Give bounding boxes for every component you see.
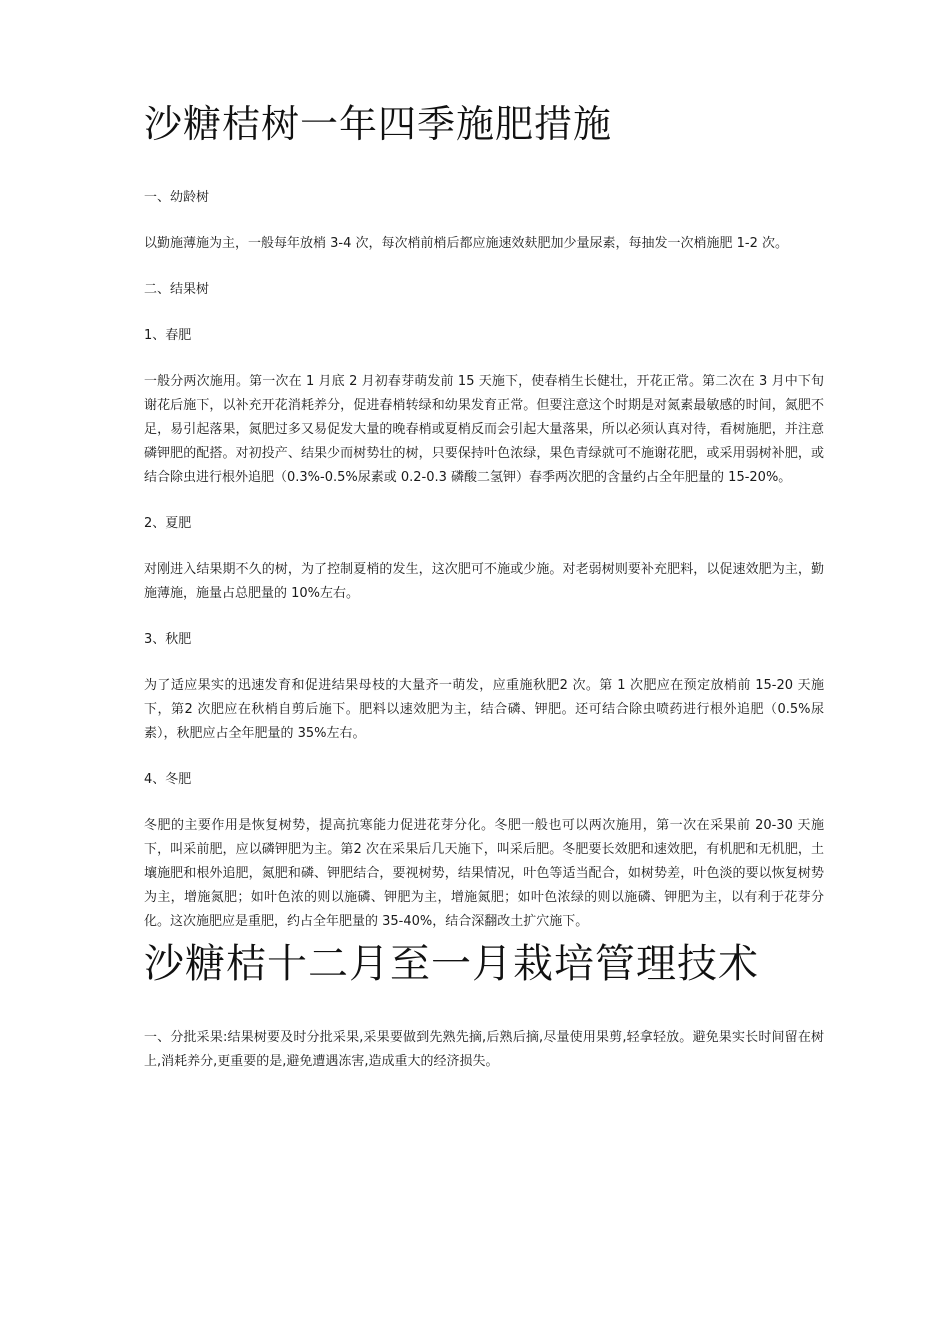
paragraph-winter-fertilizer: 冬肥的主要作用是恢复树势，提高抗寒能力促进花芽分化。冬肥一般也可以两次施用，第一次在采果前 20-30 天施下，叫采前肥，应以磷钾肥为主。第2 次在采果后几天施下，叫采后肥。冬肥要长效肥和速效肥，有机肥和无机肥，土壤施肥和根外追肥，氮肥和磷、钾肥结合，要视树势，结果情况，叶色等适当配合，如树势差，叶色淡的要以恢复树势为主，增施氮肥；如叶色浓的则以施磷、钾肥为主，增施氮肥；如叶色浓绿的则以施磷、钾肥为主，以有利于花芽分化。这次施肥应是重肥，约占全年肥量的 35-40%，结合深翻改土扩穴施下。 [144,818,824,929]
section-heading-young-trees: 一、幼龄树 [144,190,210,205]
paragraph-autumn-fertilizer: 为了适应果实的迅速发育和促进结果母枝的大量齐一萌发，应重施秋肥2 次。第 1 次肥应在预定放梢前 15-20 天施下，第2 次肥应在秋梢自剪后施下。肥料以速效肥为主，结合磷、钾肥。还可结合除虫喷药进行根外追肥（0.5%尿素），秋肥应占全年肥量的 35%左右。 [144,678,824,741]
second-document-title: 沙糖桔十二月至一月栽培管理技术 [144,941,759,987]
paragraph-batch-harvesting: 一、分批采果:结果树要及时分批采果,采果要做到先熟先摘,后熟后摘,尽量使用果剪,轻拿轻放。避免果实长时间留在树上,消耗养分,更重要的是,避免遭遇冻害,造成重大的经济损失。 [144,1030,824,1069]
subheading-spring-fertilizer: 1、春肥 [144,328,192,343]
paragraph-summer-fertilizer: 对刚进入结果期不久的树，为了控制夏梢的发生，这次肥可不施或少施。对老弱树则要补充肥料，以促速效肥为主，勤施薄施，施量占总肥量的 10%左右。 [144,562,824,601]
subheading-winter-fertilizer: 4、冬肥 [144,772,192,787]
subheading-summer-fertilizer: 2、夏肥 [144,516,192,531]
subheading-autumn-fertilizer: 3、秋肥 [144,632,192,647]
document-content [144,96,824,1074]
section-heading-fruiting-trees: 二、结果树 [144,282,210,297]
document-title: 沙糖桔树一年四季施肥措施 [144,102,613,146]
paragraph-spring-fertilizer: 一般分两次施用。第一次在 1 月底 2 月初春芽萌发前 15 天施下，使春梢生长健壮，开花正常。第二次在 3 月中下旬谢花后施下，以补充开花消耗养分，促进春梢转绿和幼果发育正常。但要注意这个时期是对氮素最敏感的时间，氮肥不足，易引起落果，氮肥过多又易促发大量的晚春梢或夏梢反而会引起大量落果，所以必须认真对待，看树施肥，并注意磷钾肥的配搭。对初投产、结果少而树势壮的树，只要保持叶色浓绿，果色青绿就可不施谢花肥，或采用弱树补肥，或结合除虫进行根外追肥（0.3%-0.5%尿素或 0.2-0.3 磷酸二氢钾）春季两次肥的含量约占全年肥量的 15-20%。 [144,374,824,485]
paragraph-young-trees: 以勤施薄施为主，一般每年放梢 3-4 次，每次梢前梢后都应施速效麸肥加少量尿素，每抽发一次梢施肥 1-2 次。 [144,236,788,251]
